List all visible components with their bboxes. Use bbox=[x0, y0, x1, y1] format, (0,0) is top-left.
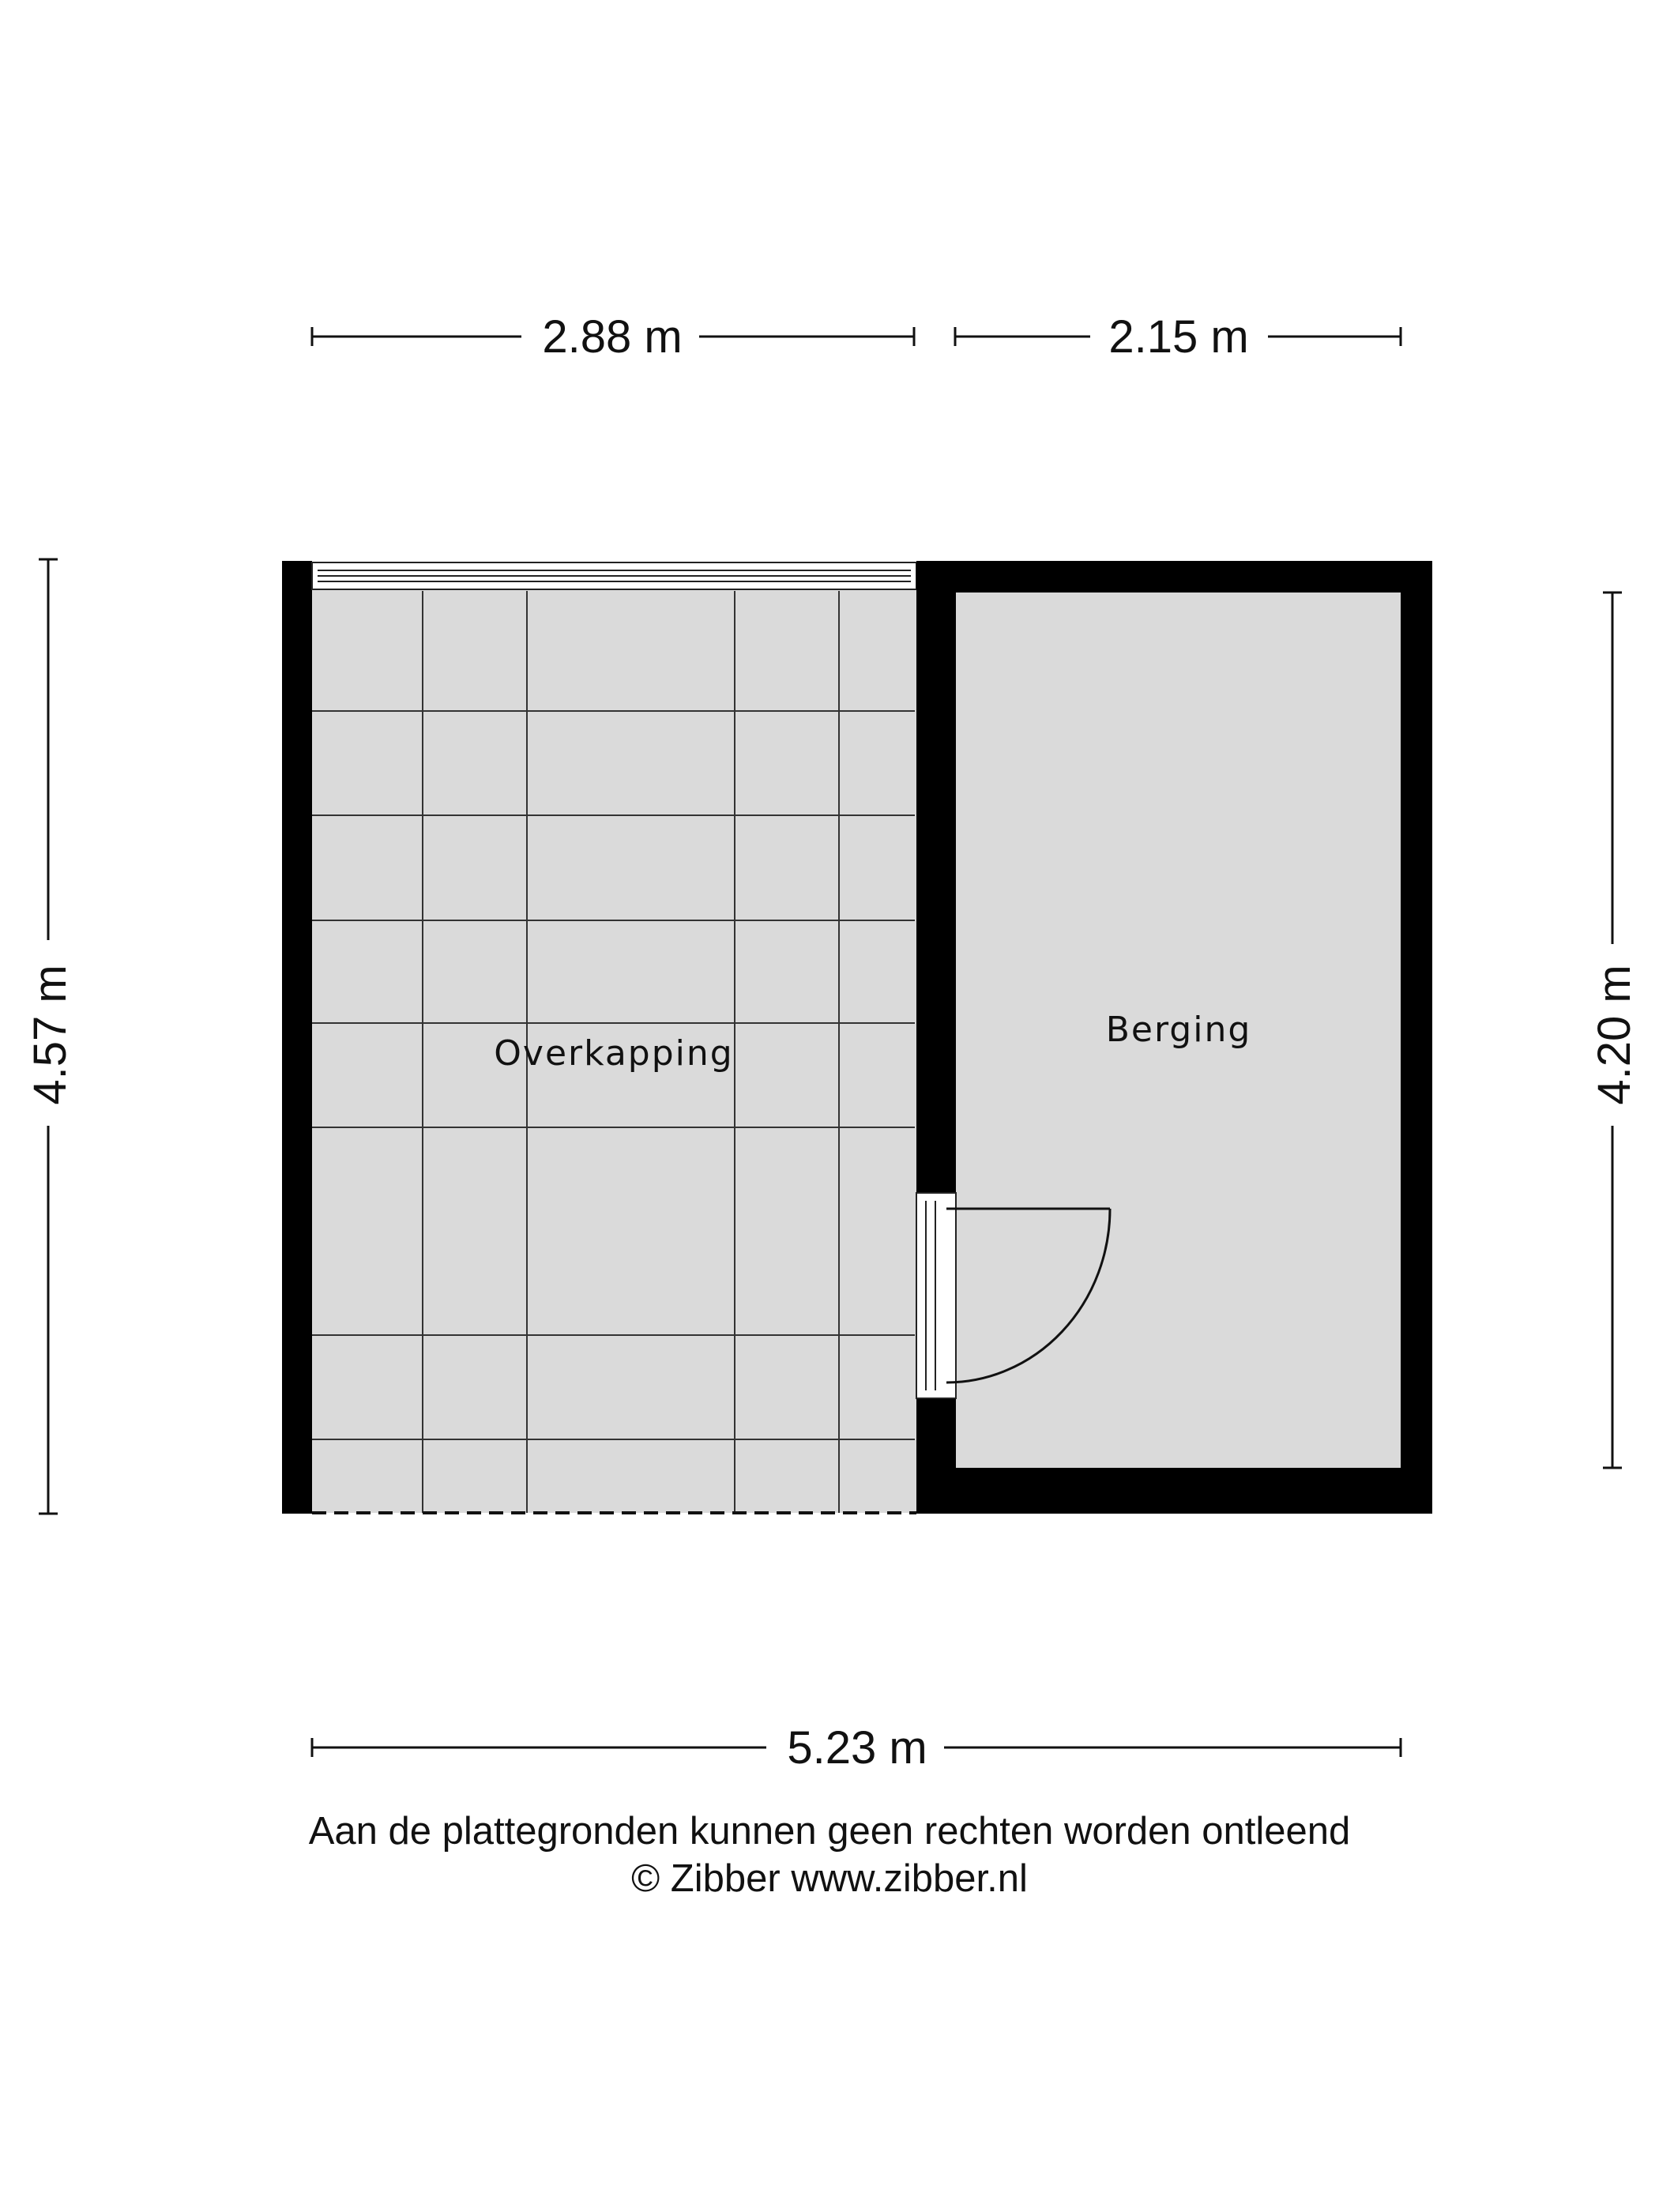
dimension-label-top-left: 2.88 m bbox=[542, 311, 683, 363]
disclaimer-text: Aan de plattegronden kunnen geen rechten worden ontleend bbox=[308, 1810, 1351, 1853]
wall-berging-left-upper bbox=[916, 561, 956, 1193]
wall-left bbox=[282, 561, 312, 1514]
dimension-label-right: 4.20 m bbox=[1589, 965, 1640, 1105]
dimension-top-left bbox=[312, 311, 914, 363]
wall-berging-right bbox=[1401, 561, 1432, 1514]
wall-berging-left-lower bbox=[916, 1398, 956, 1514]
room-overkapping bbox=[282, 561, 916, 1514]
copyright-text: © Zibber www.zibber.nl bbox=[631, 1857, 1028, 1900]
room-berging bbox=[916, 561, 1432, 1514]
room-label-overkapping: Overkapping bbox=[494, 1033, 734, 1074]
window-top bbox=[312, 562, 916, 589]
dimension-left bbox=[24, 559, 76, 1514]
wall-berging-top bbox=[916, 561, 1432, 592]
dimension-label-top-right: 2.15 m bbox=[1108, 311, 1249, 363]
dimension-right bbox=[1589, 592, 1640, 1468]
dimension-top-right bbox=[955, 311, 1401, 363]
dimension-bottom bbox=[312, 1722, 1401, 1774]
room-label-berging: Berging bbox=[1105, 1010, 1252, 1050]
dimension-label-bottom: 5.23 m bbox=[787, 1722, 927, 1774]
dimension-label-left: 4.57 m bbox=[24, 965, 76, 1105]
wall-berging-bottom bbox=[916, 1468, 1432, 1514]
